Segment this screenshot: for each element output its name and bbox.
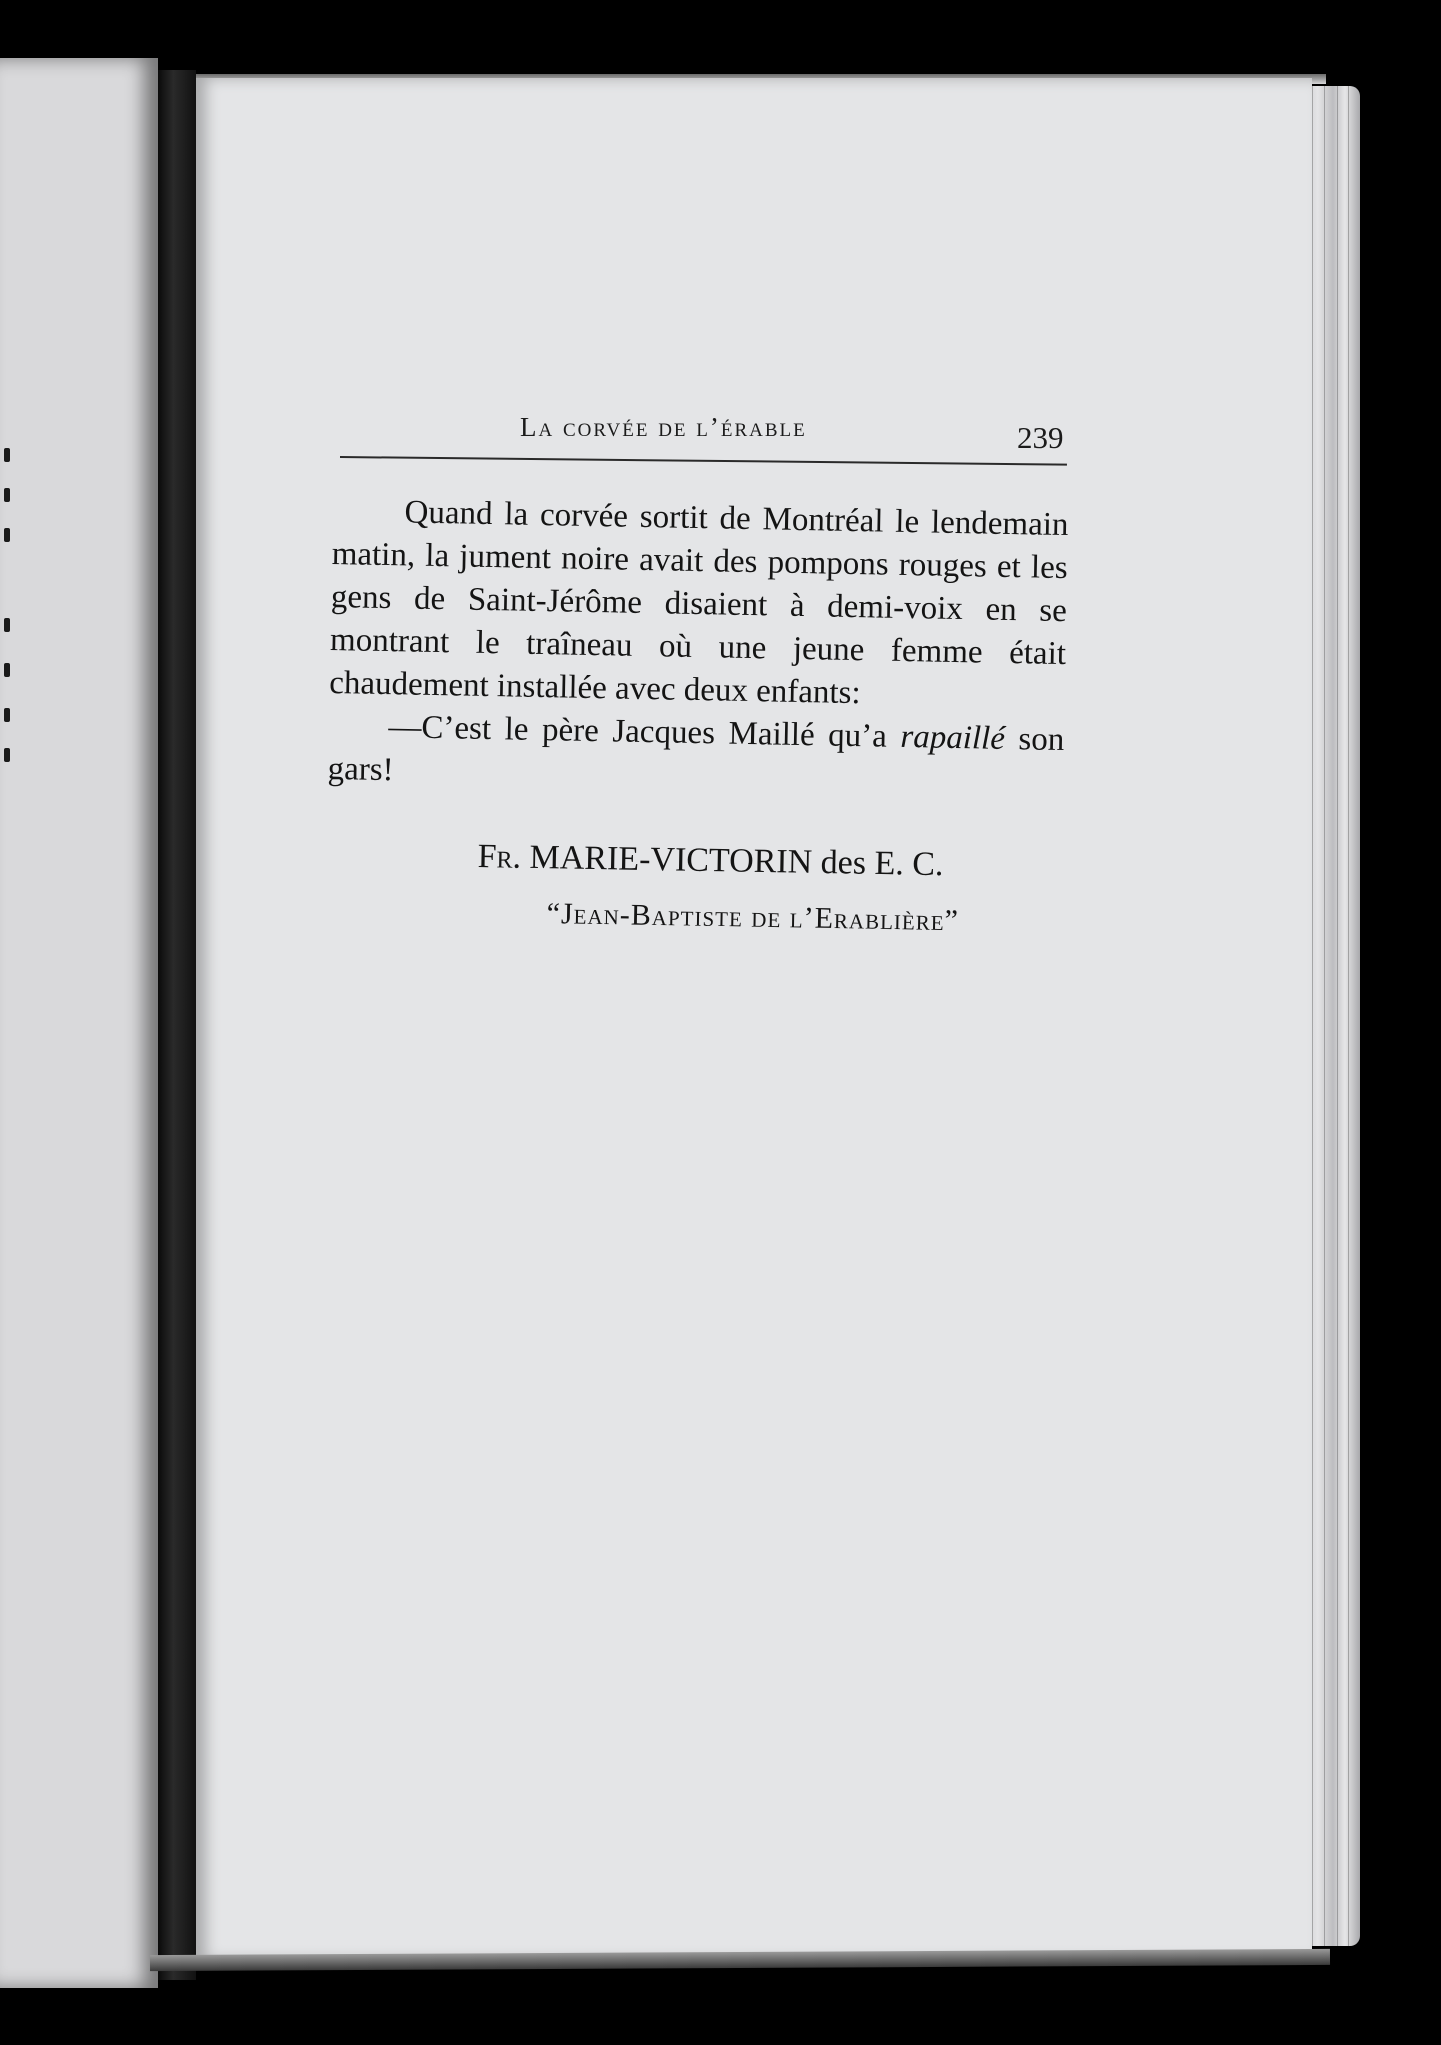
book-gutter bbox=[158, 70, 196, 1980]
dialogue-paragraph bbox=[327, 705, 1065, 805]
dialogue-text-end: son gars! bbox=[327, 720, 1065, 789]
italic-word: rapaillé bbox=[900, 718, 1006, 757]
page-edge-line bbox=[1312, 86, 1313, 1946]
facing-page-text-fragment bbox=[4, 528, 10, 542]
author-signature bbox=[477, 838, 943, 884]
page-edge-line bbox=[1337, 86, 1338, 1946]
facing-page-text-fragment bbox=[4, 448, 10, 462]
paragraph: Quand la corvée sortit de Montréal le lendemain matin, la jument noire avait des pompons rouges et les gens de Saint-Jérôme disaient à demi-voix en se montrant le traîneau où une jeune femme était chaudement installée avec deux enfants: bbox=[328, 494, 1069, 712]
page-edge-line bbox=[1348, 86, 1349, 1946]
source-title: “Jean-Baptiste de l’Erablière” bbox=[546, 897, 960, 938]
book-page bbox=[196, 78, 1312, 1960]
signature-name: MARIE-VICTORIN des E. C. bbox=[520, 838, 944, 884]
facing-page-left bbox=[0, 58, 158, 1988]
running-head: La corvée de l’érable bbox=[520, 412, 807, 442]
facing-page-text-fragment bbox=[4, 618, 10, 632]
page-edge-line bbox=[1324, 86, 1325, 1946]
body-text bbox=[327, 490, 1069, 805]
facing-page-text-fragment bbox=[4, 748, 10, 762]
facing-page-text-fragment bbox=[4, 488, 10, 502]
dialogue-text: —C’est le père Jacques Maillé qu’a bbox=[388, 709, 901, 755]
signature-prefix: Fr. bbox=[477, 838, 522, 876]
facing-page-text-fragment bbox=[4, 708, 10, 722]
page-number: 239 bbox=[1017, 420, 1064, 455]
facing-page-text-fragment bbox=[4, 663, 10, 677]
